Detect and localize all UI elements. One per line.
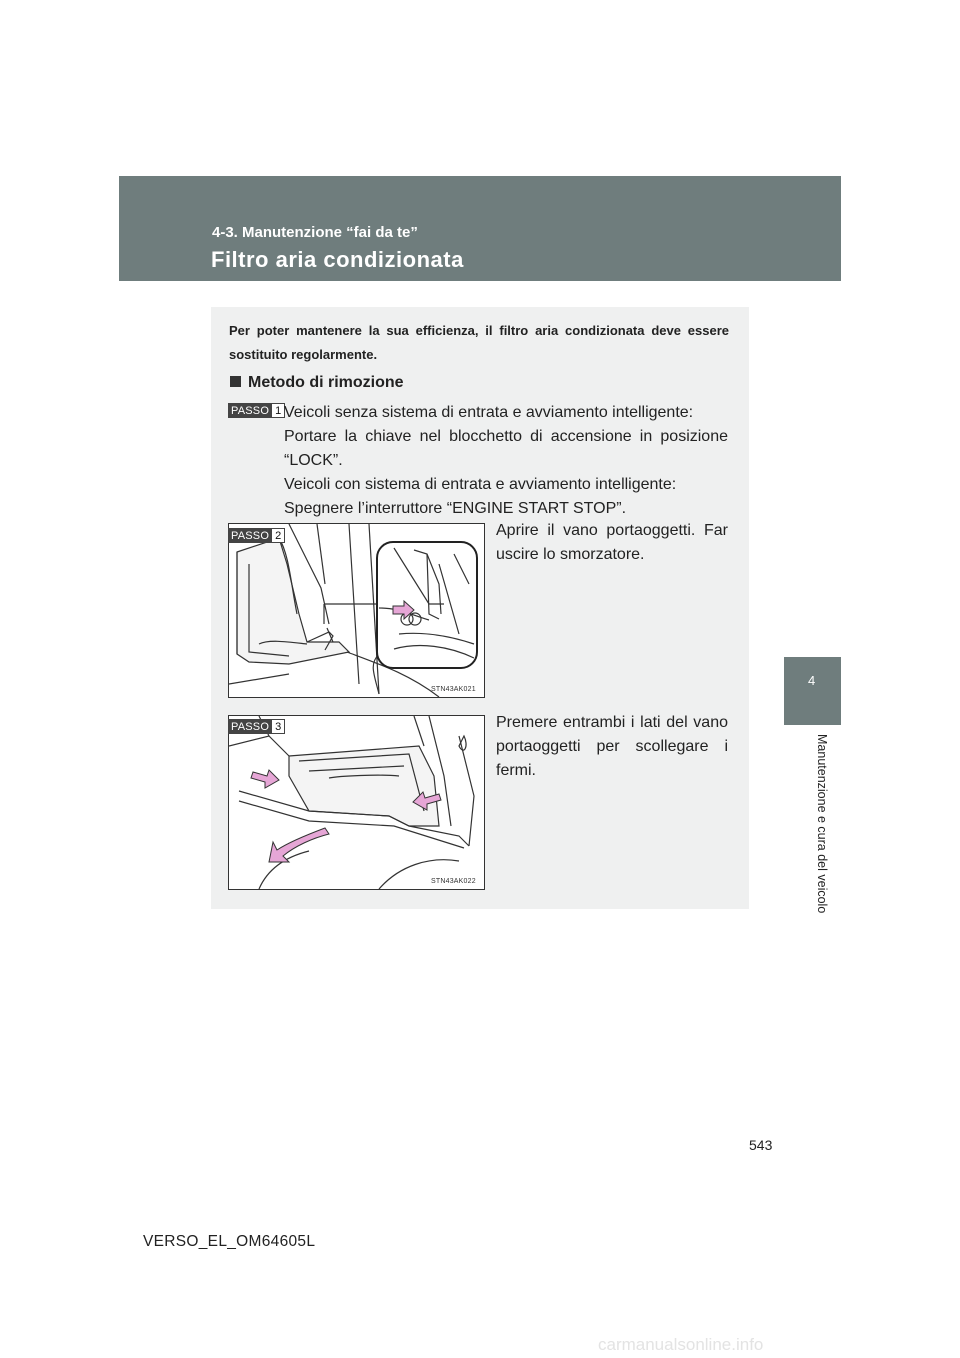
step-1-line: Spegnere l’interruttore “ENGINE START STOP”. xyxy=(284,500,627,517)
subheading xyxy=(230,374,404,392)
glovebox-damper-illustration xyxy=(228,523,485,698)
section-label: 4-3. Manutenzione “fai da te” xyxy=(212,224,418,241)
step-badge-number: 1 xyxy=(271,403,285,418)
figure-code: STN43AK021 xyxy=(431,686,476,693)
step-1-line: Veicoli con sistema di entrata e avviamento intelligente: xyxy=(284,476,677,493)
step-badge-number: 2 xyxy=(271,528,285,543)
step-3-text: Premere entrambi i lati del vano portaoggetti per scollegare i fermi. xyxy=(496,714,728,779)
glovebox-release-illustration xyxy=(228,715,485,890)
chapter-number: 4 xyxy=(808,673,816,688)
step-badge-1 xyxy=(228,403,285,418)
watermark: carmanualsonline.info xyxy=(598,1335,764,1354)
step-badge-label: PASSO xyxy=(228,403,271,418)
header-banner xyxy=(119,176,841,281)
step-badge-3 xyxy=(228,719,285,734)
step-1-text xyxy=(284,401,728,521)
chapter-title: Manutenzione e cura del veicolo xyxy=(815,734,829,914)
chapter-title-vertical xyxy=(812,734,832,954)
square-bullet-icon xyxy=(230,376,241,387)
subheading-text: Metodo di rimozione xyxy=(248,374,404,391)
step-badge-label: PASSO xyxy=(228,719,271,734)
page-title: Filtro aria condizionata xyxy=(211,247,464,272)
intro-text: Per poter mantenere la sua efficienza, il filtro aria condizionata deve essere sostituito regolarmente. xyxy=(229,323,729,362)
glovebox-release-drawing xyxy=(229,716,484,889)
step-badge-number: 3 xyxy=(271,719,285,734)
figure-code: STN43AK022 xyxy=(431,878,476,885)
step-badge-2 xyxy=(228,528,285,543)
page-number: 543 xyxy=(749,1137,773,1153)
glovebox-damper-drawing xyxy=(229,524,484,697)
document-id: VERSO_EL_OM64605L xyxy=(143,1233,316,1250)
step-badge-label: PASSO xyxy=(228,528,271,543)
chapter-tab[interactable] xyxy=(784,657,841,725)
step-2-text: Aprire il vano portaoggetti. Far uscire lo smorzatore. xyxy=(496,522,728,563)
step-1-line: Portare la chiave nel blocchetto di accensione in posizione “LOCK”. xyxy=(284,428,728,469)
step-1-line: Veicoli senza sistema di entrata e avviamento intelligente: xyxy=(284,404,694,421)
